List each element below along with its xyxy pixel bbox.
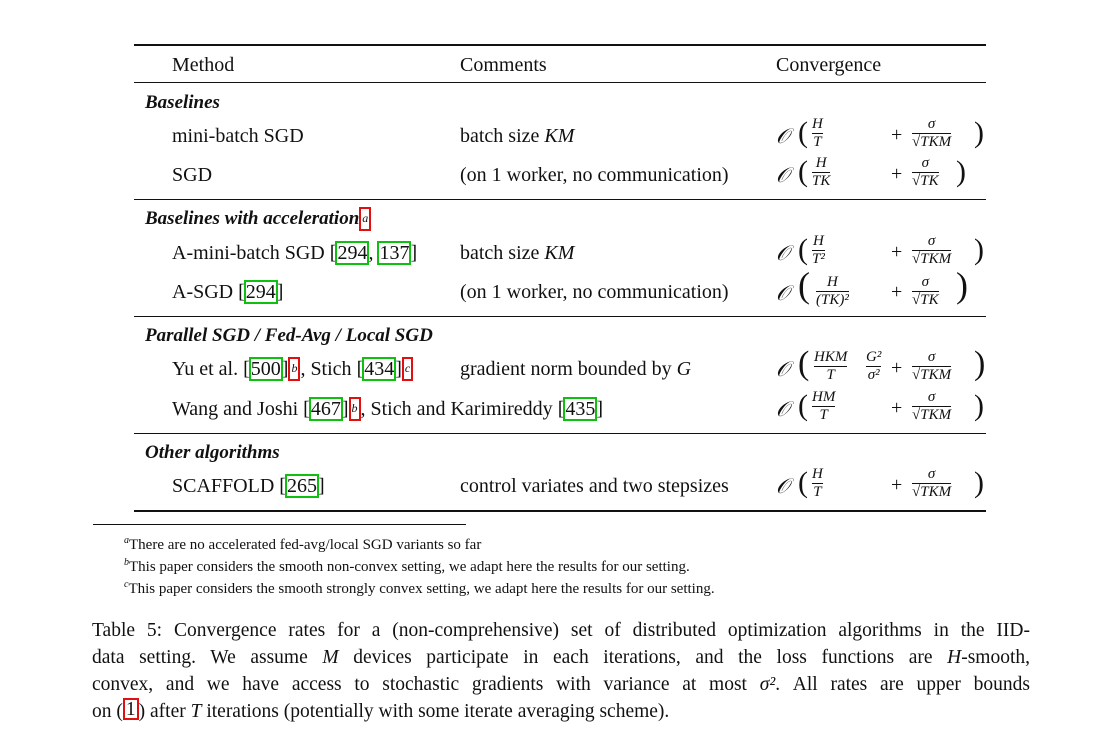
rate-scaffold: 𝒪 ( $\frac{H}{T}$ + σ √TKM ) xyxy=(776,466,984,500)
citation-link[interactable]: 435 xyxy=(565,398,596,420)
rate-aminibatch: 𝒪 ( $\frac{H}{\text{T²}}$ + σ √TKM ) xyxy=(776,233,984,267)
caption-line: Table 5: Convergence rates for a (non-comprehensive) set of distributed optimization algorithms in the IID- xyxy=(92,620,1030,641)
rate-minibatch: 𝒪 ( $\frac{H}{T}$ + σ √TKM ) xyxy=(776,116,984,150)
table-caption xyxy=(92,617,1030,725)
section-rule xyxy=(134,433,986,434)
caption-line: on ( 1 ) after T iterations (potentially with some iterate averaging scheme). xyxy=(92,699,670,722)
table-bottom-rule xyxy=(134,510,986,512)
table-row-aminibatch-comment: batch size KM xyxy=(460,242,575,264)
table-row-scaffold-comment: control variates and two stepsizes xyxy=(460,475,729,497)
section-parallel-sgd: Parallel SGD / Fed-Avg / Local SGD xyxy=(145,325,433,346)
footnote-rule xyxy=(93,524,466,525)
header-comments: Comments xyxy=(460,54,547,76)
equation-ref-link[interactable]: 1 xyxy=(123,698,139,720)
table-row-scaffold-method: SCAFFOLD [265] xyxy=(172,475,325,497)
citation-link[interactable]: 500 xyxy=(250,358,281,380)
table-row-yu-comment: gradient norm bounded by G xyxy=(460,358,692,380)
table-row-asgd-method: A-SGD [294] xyxy=(172,281,284,303)
rate-asgd: 𝒪 ( $\frac{H}{\text{(TK)²}}$ + $\frac{\sigma}{√TK}$ ) xyxy=(776,265,968,308)
table-top-rule xyxy=(134,44,986,46)
citation-link[interactable]: 294 xyxy=(245,281,276,303)
table-row-yu-method: Yu et al. [500] $^b$ , Stich [434] $^c$ xyxy=(172,357,413,381)
table-row-minibatch-method: mini-batch SGD xyxy=(172,125,304,147)
rate-yu: 𝒪 ( HKM T $\frac{\text{G²}}{\text{σ²}}$ + σ √TKM ) xyxy=(776,345,986,383)
rate-wang: 𝒪 ( $\frac{HM}{T}$ + σ √TKM ) xyxy=(776,389,984,423)
header-method: Method xyxy=(172,54,235,76)
section-baselines: Baselines xyxy=(145,92,220,113)
citation-link[interactable]: 467 xyxy=(310,398,341,420)
table-row-asgd-comment: (on 1 worker, no communication) xyxy=(460,281,729,303)
section-rule xyxy=(134,316,986,317)
footnote-c: $^c$This paper considers the smooth strongly convex setting, we adapt here the results for our setting. xyxy=(124,579,715,597)
footnote-b: $^b$This paper considers the smooth non-convex setting, we adapt here the results for our setting. xyxy=(124,557,690,575)
citation-link[interactable]: 294 xyxy=(337,242,368,264)
citation-link[interactable]: 137 xyxy=(379,242,410,264)
caption-line: data setting. We assume M devices participate in each iterations, and the loss functions are H-smooth, xyxy=(92,647,1031,668)
header-convergence: Convergence xyxy=(776,54,882,76)
table-row-aminibatch-method: A-mini-batch SGD [294, 137] xyxy=(172,242,418,264)
section-other: Other algorithms xyxy=(145,442,280,463)
table-row-wang-method: Wang and Joshi [467] $^b$ , Stich and Karimireddy [435] xyxy=(172,398,604,420)
citation-link[interactable]: 434 xyxy=(364,358,395,380)
header-rule xyxy=(134,82,986,83)
caption-line: convex, and we have access to stochastic gradients with variance at most σ². All rates are upper bounds xyxy=(92,674,1030,695)
table-row-sgd-comment: (on 1 worker, no communication) xyxy=(460,164,729,186)
footnote-a: $^a$There are no accelerated fed-avg/local SGD variants so far xyxy=(124,535,482,553)
section-rule xyxy=(134,199,986,200)
section-acceleration: Baselines with acceleration $^a$ xyxy=(145,207,371,231)
table-row-minibatch-comment: batch size KM xyxy=(460,125,575,147)
rate-sgd: 𝒪 ( $\frac{H}{TK}$ + $\frac{\sigma}{√TK}$ ) xyxy=(776,155,966,189)
citation-link[interactable]: 265 xyxy=(286,475,317,497)
table-row-sgd-method: SGD xyxy=(172,164,213,186)
